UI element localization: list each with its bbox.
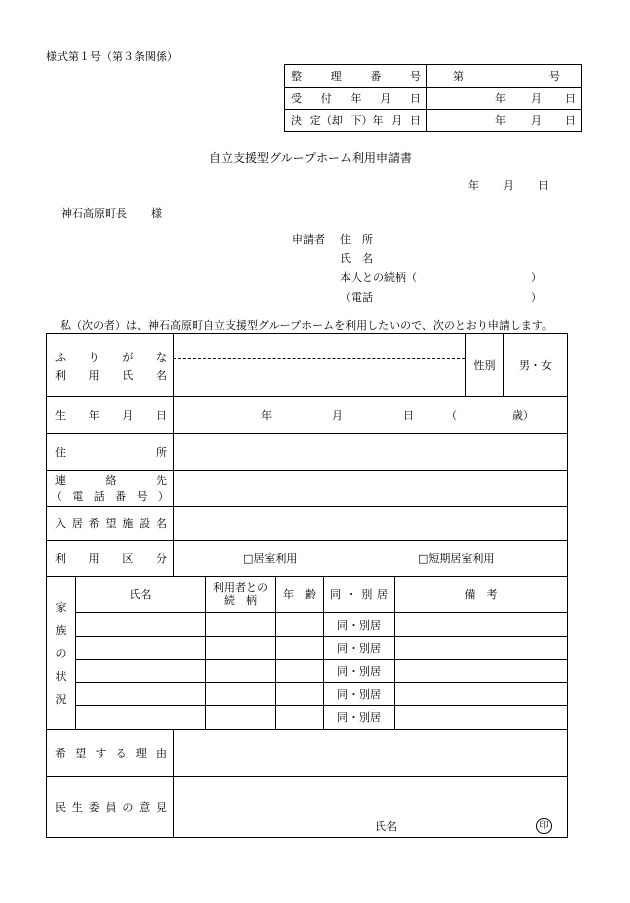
contact-field[interactable] bbox=[174, 471, 567, 506]
decision-year: 年 bbox=[495, 114, 506, 127]
family-row-living[interactable]: 同・別居 bbox=[337, 618, 381, 632]
office-label-decision: 決 定（却 下）年 月 日 bbox=[291, 114, 421, 127]
furigana-label: ふ り が な bbox=[55, 351, 167, 364]
family-row-living[interactable]: 同・別居 bbox=[337, 641, 381, 655]
usage-label: 利 用 区 分 bbox=[55, 552, 167, 565]
family-header-relation-line2: 続 柄 bbox=[224, 594, 257, 607]
family-header-living: 同 ・ 別 居 bbox=[330, 588, 388, 601]
form-number: 様式第１号（第３条関係） bbox=[46, 50, 178, 63]
received-month: 月 bbox=[531, 92, 542, 105]
facility-field[interactable] bbox=[174, 507, 567, 540]
contact-label: 連 絡 先 bbox=[55, 474, 167, 487]
office-label-received: 受 付 年 月 日 bbox=[291, 92, 421, 105]
usage-option-room[interactable]: □居室利用 bbox=[243, 552, 298, 565]
birth-label: 生 年 月 日 bbox=[55, 408, 167, 422]
page-title: 自立支援型グループホーム利用申請書 bbox=[209, 151, 413, 165]
family-header-age: 年 齢 bbox=[283, 588, 316, 601]
application-form-table bbox=[46, 333, 568, 838]
family-row-living[interactable]: 同・別居 bbox=[337, 687, 381, 701]
date-month: 月 bbox=[503, 179, 514, 192]
contact-sub-label: （ 電 話 番 号 ） bbox=[51, 490, 169, 503]
date-day: 日 bbox=[538, 179, 549, 192]
decision-day: 日 bbox=[565, 114, 576, 127]
address-field[interactable] bbox=[174, 434, 567, 470]
family-label: 家 族 の 状 況 bbox=[55, 600, 67, 706]
age-close: 歳） bbox=[512, 408, 534, 422]
addressee-name: 神石高原町長 bbox=[61, 207, 127, 220]
received-year: 年 bbox=[495, 92, 506, 105]
birth-day: 日 bbox=[403, 408, 414, 422]
birth-year: 年 bbox=[261, 408, 272, 422]
intro-text: 私（次の者）は、神石高原町自立支援型グループホームを利用したいので、次のとおり申請します。 bbox=[60, 319, 554, 332]
family-header-name: 氏名 bbox=[129, 588, 152, 601]
user-name-label: 利 用 氏 名 bbox=[55, 369, 167, 382]
applicant-name-label: 氏 名 bbox=[340, 252, 373, 265]
gender-label: 性別 bbox=[473, 359, 496, 372]
office-label-number: 整 理 番 号 bbox=[291, 70, 421, 83]
applicant-label: 申請者 bbox=[292, 233, 325, 246]
opinion-label: 民 生 委 員 の 意 見 bbox=[55, 801, 167, 814]
applicant-relation-close: ） bbox=[531, 271, 542, 284]
family-row-living[interactable]: 同・別居 bbox=[337, 711, 381, 724]
received-day: 日 bbox=[565, 92, 576, 105]
reason-field[interactable] bbox=[174, 730, 567, 776]
seal-mark bbox=[536, 818, 552, 834]
birth-month: 月 bbox=[332, 408, 343, 422]
applicant-address-label: 住 所 bbox=[340, 233, 373, 246]
age-open: （ bbox=[446, 408, 457, 422]
date-year: 年 bbox=[468, 179, 479, 192]
applicant-relation-label: 本人との続柄（ bbox=[340, 271, 417, 284]
decision-month: 月 bbox=[531, 114, 542, 127]
family-row-living[interactable]: 同・別居 bbox=[337, 664, 381, 678]
family-header-remarks: 備 考 bbox=[464, 588, 498, 601]
usage-option-short-stay[interactable]: □短期居室利用 bbox=[418, 552, 495, 565]
opinion-name-label: 氏名 bbox=[375, 820, 397, 833]
family-header-relation-line1: 利用者との bbox=[213, 581, 268, 594]
reason-label: 希 望 す る 理 由 bbox=[55, 746, 167, 760]
facility-label: 入 居 希 望 施 設 名 bbox=[55, 517, 167, 530]
seal-text: 印 bbox=[539, 821, 549, 831]
addressee-honorific: 様 bbox=[151, 207, 162, 220]
gender-value[interactable]: 男・女 bbox=[519, 359, 552, 372]
applicant-phone-close: ） bbox=[531, 291, 542, 304]
family-header-relation bbox=[206, 576, 275, 612]
office-number-prefix: 第 bbox=[453, 70, 464, 83]
applicant-phone-label: （電話 bbox=[340, 291, 373, 304]
office-number-suffix: 号 bbox=[549, 70, 560, 83]
office-use-table bbox=[284, 64, 582, 132]
address-label: 住 所 bbox=[55, 445, 167, 459]
user-name-field[interactable] bbox=[174, 359, 464, 395]
